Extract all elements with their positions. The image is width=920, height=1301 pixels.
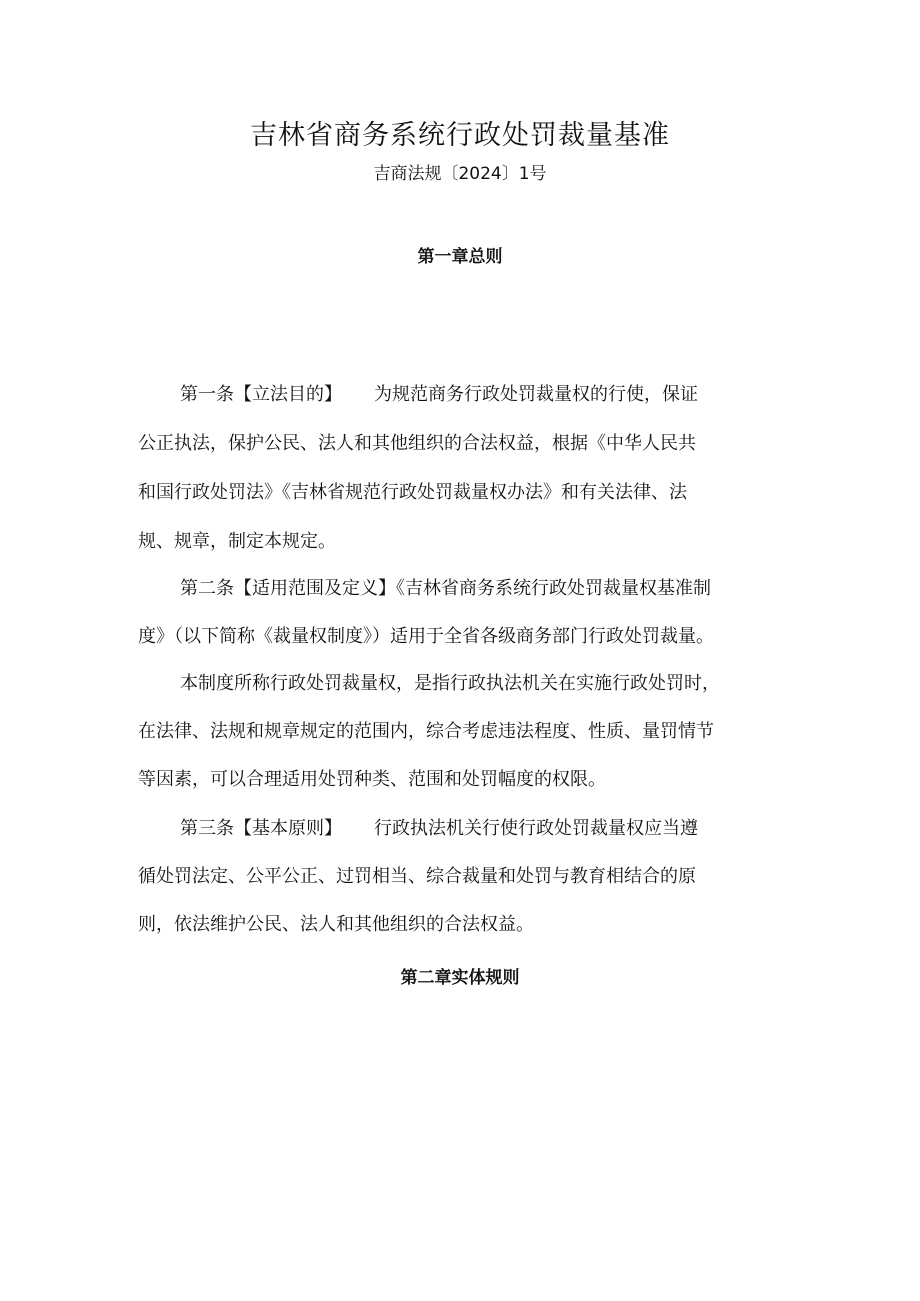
article-3-line-3: 则，依法维护公民、法人和其他组织的合法权益。	[138, 914, 534, 935]
article-3-text: 行政执法机关行使行政处罚裁量权应当遵	[374, 818, 698, 839]
article-2-para-2-line-3: 等因素，可以合理适用处罚种类、范围和处罚幅度的权限。	[138, 769, 606, 790]
chapter-heading-2: 第二章实体规则	[400, 968, 520, 988]
article-3-heading: 第三条【基本原则】	[180, 818, 342, 839]
article-3-line-2: 循处罚法定、公平公正、过罚相当、综合裁量和处罚与教育相结合的原	[138, 866, 696, 887]
article-2-line-1: 第二条【适用范围及定义】《吉林省商务系统行政处罚裁量权基准制	[180, 578, 711, 599]
article-2-para-2-line-2: 在法律、法规和规章规定的范围内，综合考虑违法程度、性质、量罚情节	[138, 721, 714, 742]
chapter-heading-1: 第一章总则	[417, 247, 503, 267]
article-1-heading: 第一条【立法目的】	[180, 384, 342, 405]
article-1-text: 为规范商务行政处罚裁量权的行使，保证	[374, 384, 698, 405]
document-title: 吉林省商务系统行政处罚裁量基准	[250, 120, 670, 151]
article-1-line-1	[180, 380, 788, 410]
article-1-line-2: 公正执法，保护公民、法人和其他组织的合法权益，根据《中华人民共	[138, 433, 696, 454]
article-1-line-3: 和国行政处罚法》《吉林省规范行政处罚裁量权办法》和有关法律、法	[138, 482, 687, 503]
article-1-line-4: 规、规章，制定本规定。	[138, 531, 336, 552]
article-2-line-2: 度》（以下简称《裁量权制度》）适用于全省各级商务部门行政处罚裁量。	[138, 626, 714, 647]
article-2-para-2-line-1: 本制度所称行政处罚裁量权，是指行政执法机关在实施行政处罚时，	[180, 673, 720, 694]
article-3-line-1	[180, 814, 788, 844]
document-number: 吉商法规〔2024〕1号	[373, 164, 547, 184]
